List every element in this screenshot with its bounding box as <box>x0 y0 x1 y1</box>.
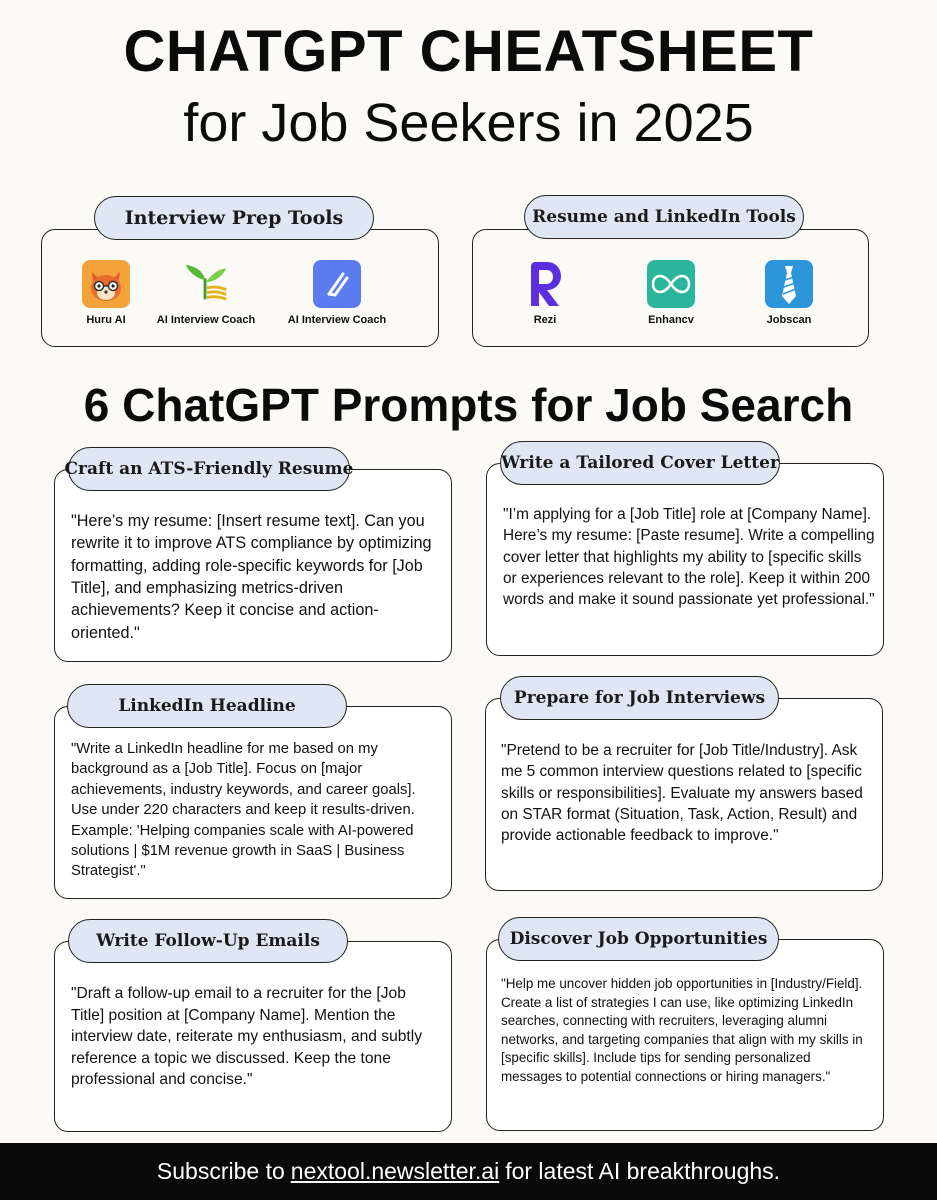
prompt-title: Craft an ATS-Friendly Resume <box>68 447 350 491</box>
newsletter-link[interactable]: nextool.newsletter.ai <box>290 1158 500 1184</box>
prompt-text: "Pretend to be a recruiter for [Job Title/Industry]. Ask me 5 common interview questions related to [specific skills or responsibilities]. Evaluate my answers based on STAR format (Situation, Task, Action, Result) and provide actionable feedback to improve." <box>501 742 863 844</box>
tool-label: Enhancv <box>648 314 694 326</box>
page-subtitle: for Job Seekers in 2025 <box>183 93 754 153</box>
prompts-heading: 6 ChatGPT Prompts for Job Search <box>83 379 854 431</box>
tool-label: Jobscan <box>766 314 812 326</box>
tool-label: Huru AI <box>86 314 126 326</box>
prompt-text: "Write a LinkedIn headline for me based on my background as a [Job Title]. Focus on [major achievements, industry keywords, and career goals]. Use under 220 characters and keep it results-driven. Example: 'Helping companies scale with AI-powered solutions | $1M revenue growth in SaaS | Business Strategist'." <box>71 741 416 880</box>
prompt-text: "I’m applying for a [Job Title] role at [Company Name]. Here’s my resume: [Paste resume]. Write a compelling cover letter that highlights my ability to [specific skills or experiences relevant to the role]. Keep it within 200 words and make it sound passionate yet professional." <box>503 506 875 608</box>
fox-mascot-icon <box>82 260 130 308</box>
prompt-title: LinkedIn Headline <box>67 684 347 728</box>
infinity-icon <box>647 260 695 308</box>
prompt-title: Write Follow-Up Emails <box>68 919 348 963</box>
prompt-title: Write a Tailored Cover Letter <box>500 441 780 485</box>
interview-tools-label: Interview Prep Tools <box>94 196 374 240</box>
tool-ai-interview-coach-2[interactable] <box>272 260 402 326</box>
prompt-text: "Here’s my resume: [Insert resume text]. Can you rewrite it to improve ATS compliance by optimizing formatting, adding role-specific keywords for [Job Title], and emphasizing metrics-driven achievements? Keep it concise and action-oriented." <box>71 512 432 642</box>
sprout-leaves-icon <box>182 260 230 308</box>
tool-enhancv[interactable] <box>606 260 736 326</box>
prompt-text: "Help me uncover hidden job opportunities in [Industry/Field]. Create a list of strategies I can use, like optimizing LinkedIn searches, connecting with recruiters, leveraging alumni networks, and targeting companies that align with my skills in [specific skills]. Include tips for sending personalized messages to potential connections or hiring managers." <box>501 976 863 1084</box>
prompt-title: Prepare for Job Interviews <box>500 676 779 720</box>
rezi-r-icon <box>521 260 569 308</box>
page-title: CHATGPT CHEATSHEET <box>123 19 814 84</box>
prompt-title: Discover Job Opportunities <box>498 917 779 961</box>
footer-text-after: for latest AI breakthroughs. <box>505 1158 781 1184</box>
resume-tools-label: Resume and LinkedIn Tools <box>524 195 804 239</box>
pen-nib-icon <box>313 260 361 308</box>
tool-label: AI Interview Coach <box>156 314 256 326</box>
tie-icon <box>765 260 813 308</box>
tool-label: AI Interview Coach <box>287 314 387 326</box>
tool-rezi[interactable] <box>480 260 610 326</box>
footer-text-before: Subscribe to <box>156 1158 285 1184</box>
tool-jobscan[interactable] <box>724 260 854 326</box>
tool-ai-interview-coach-1[interactable] <box>141 260 271 326</box>
prompt-text: "Draft a follow-up email to a recruiter for the [Job Title] position at [Company Name]. Mention the interview date, reiterate my enthusiasm, and subtly reference a topic we discussed. Keep the tone professional and concise." <box>71 985 423 1089</box>
footer-bar <box>0 1143 937 1200</box>
tool-label: Rezi <box>533 314 557 326</box>
